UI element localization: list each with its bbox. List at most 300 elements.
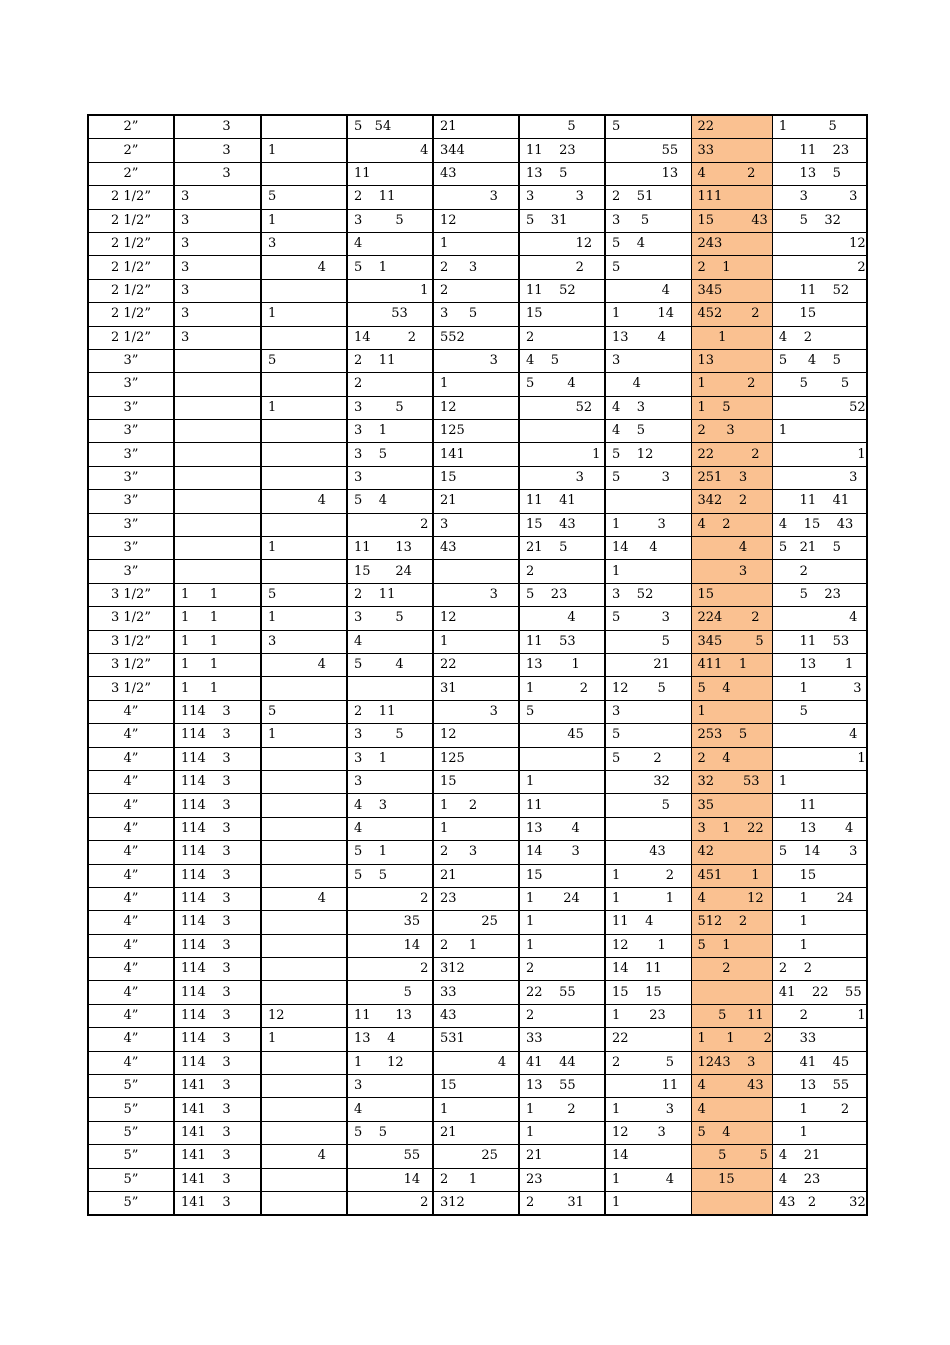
col-6-cell: 15 15 bbox=[605, 981, 691, 1004]
col-8-cell: 33 bbox=[772, 1028, 866, 1051]
table-row bbox=[88, 443, 867, 466]
col-5-cell: 3 bbox=[519, 466, 605, 489]
col-1-cell: 114 3 bbox=[174, 724, 261, 747]
col-8-cell: 2 bbox=[772, 256, 866, 279]
col-3-cell: 11 13 bbox=[347, 1004, 433, 1027]
pipe-size-cell: 5” bbox=[88, 1121, 174, 1144]
col-8-cell: 5 21 5 bbox=[772, 537, 866, 560]
table-row bbox=[88, 887, 867, 910]
col-5-cell: 5 bbox=[519, 700, 605, 723]
highlighted-cell: 224 2 bbox=[691, 607, 772, 630]
col-6-cell: 43 bbox=[605, 841, 691, 864]
col-2-cell bbox=[261, 513, 347, 536]
col-3-cell: 5 54 bbox=[347, 115, 433, 139]
pipe-size-cell: 5” bbox=[88, 1191, 174, 1215]
col-3-cell: 53 bbox=[347, 303, 433, 326]
col-2-cell: 1 bbox=[261, 1028, 347, 1051]
col-8-cell: 13 55 bbox=[772, 1075, 866, 1098]
col-5-cell: 1 2 bbox=[519, 1098, 605, 1121]
table-row bbox=[88, 560, 867, 583]
col-1-cell: 3 bbox=[174, 256, 261, 279]
col-1-cell: 141 3 bbox=[174, 1075, 261, 1098]
col-6-cell: 14 bbox=[605, 1145, 691, 1168]
col-1-cell: 3 bbox=[174, 139, 261, 162]
data-table bbox=[87, 114, 868, 1216]
col-8-cell: 2 1 bbox=[772, 1004, 866, 1027]
col-6-cell: 12 1 bbox=[605, 934, 691, 957]
col-1-cell: 114 3 bbox=[174, 911, 261, 934]
col-5-cell: 11 53 bbox=[519, 630, 605, 653]
col-6-cell: 14 4 bbox=[605, 537, 691, 560]
col-6-cell: 55 bbox=[605, 139, 691, 162]
col-6-cell: 5 bbox=[605, 794, 691, 817]
col-1-cell: 1 1 bbox=[174, 630, 261, 653]
table-row bbox=[88, 630, 867, 653]
col-5-cell: 21 5 bbox=[519, 537, 605, 560]
col-5-cell: 15 bbox=[519, 303, 605, 326]
col-6-cell: 1 2 bbox=[605, 864, 691, 887]
col-8-cell: 1 bbox=[772, 911, 866, 934]
col-4-cell: 3 bbox=[433, 186, 519, 209]
col-2-cell bbox=[261, 373, 347, 396]
col-4-cell: 43 bbox=[433, 537, 519, 560]
col-2-cell bbox=[261, 1121, 347, 1144]
col-1-cell: 114 3 bbox=[174, 958, 261, 981]
table-row bbox=[88, 1075, 867, 1098]
pipe-size-cell: 3” bbox=[88, 513, 174, 536]
pipe-size-cell: 4” bbox=[88, 817, 174, 840]
pipe-size-cell: 4” bbox=[88, 794, 174, 817]
col-8-cell: 1 bbox=[772, 934, 866, 957]
table-row bbox=[88, 279, 867, 302]
pipe-size-cell: 3 1/2” bbox=[88, 677, 174, 700]
col-3-cell: 2 11 bbox=[347, 349, 433, 372]
col-6-cell bbox=[605, 490, 691, 513]
highlighted-cell: 13 bbox=[691, 349, 772, 372]
col-8-cell: 1 bbox=[772, 443, 866, 466]
table-row bbox=[88, 162, 867, 185]
col-2-cell: 4 bbox=[261, 1145, 347, 1168]
col-1-cell bbox=[174, 420, 261, 443]
col-3-cell: 5 5 bbox=[347, 1121, 433, 1144]
col-5-cell: 2 bbox=[519, 256, 605, 279]
col-5-cell: 1 2 bbox=[519, 677, 605, 700]
col-2-cell bbox=[261, 466, 347, 489]
col-6-cell: 5 3 bbox=[605, 607, 691, 630]
highlighted-cell: 1 bbox=[691, 326, 772, 349]
col-1-cell: 114 3 bbox=[174, 934, 261, 957]
col-5-cell: 11 23 bbox=[519, 139, 605, 162]
pipe-size-cell: 4” bbox=[88, 700, 174, 723]
col-5-cell: 2 bbox=[519, 326, 605, 349]
col-8-cell: 13 1 bbox=[772, 653, 866, 676]
col-3-cell: 3 bbox=[347, 770, 433, 793]
col-4-cell: 1 bbox=[433, 232, 519, 255]
col-4-cell: 12 bbox=[433, 724, 519, 747]
col-8-cell: 1 bbox=[772, 420, 866, 443]
col-3-cell: 3 1 bbox=[347, 747, 433, 770]
pipe-size-cell: 2 1/2” bbox=[88, 279, 174, 302]
col-2-cell: 3 bbox=[261, 630, 347, 653]
col-3-cell: 1 bbox=[347, 279, 433, 302]
col-3-cell: 11 13 bbox=[347, 537, 433, 560]
col-4-cell: 2 1 bbox=[433, 1168, 519, 1191]
col-4-cell bbox=[433, 560, 519, 583]
table-body bbox=[88, 115, 867, 1215]
col-1-cell: 3 bbox=[174, 326, 261, 349]
pipe-size-cell: 4” bbox=[88, 981, 174, 1004]
col-2-cell bbox=[261, 1191, 347, 1215]
col-1-cell: 141 3 bbox=[174, 1145, 261, 1168]
table-row bbox=[88, 466, 867, 489]
col-3-cell: 3 1 bbox=[347, 420, 433, 443]
col-3-cell: 1 12 bbox=[347, 1051, 433, 1074]
pipe-size-cell: 4” bbox=[88, 1028, 174, 1051]
col-6-cell: 22 bbox=[605, 1028, 691, 1051]
col-5-cell: 15 43 bbox=[519, 513, 605, 536]
col-8-cell: 11 23 bbox=[772, 139, 866, 162]
col-4-cell: 2 bbox=[433, 279, 519, 302]
col-3-cell: 2 11 bbox=[347, 700, 433, 723]
highlighted-cell: 243 bbox=[691, 232, 772, 255]
col-4-cell: 33 bbox=[433, 981, 519, 1004]
table-row bbox=[88, 677, 867, 700]
col-5-cell: 1 bbox=[519, 934, 605, 957]
col-6-cell: 21 bbox=[605, 653, 691, 676]
highlighted-cell: 4 2 bbox=[691, 513, 772, 536]
col-8-cell: 4 bbox=[772, 607, 866, 630]
col-5-cell: 13 5 bbox=[519, 162, 605, 185]
col-4-cell: 125 bbox=[433, 747, 519, 770]
col-4-cell: 1 bbox=[433, 1098, 519, 1121]
col-8-cell: 2 bbox=[772, 560, 866, 583]
col-5-cell: 12 bbox=[519, 232, 605, 255]
col-3-cell: 4 3 bbox=[347, 794, 433, 817]
col-3-cell: 2 11 bbox=[347, 186, 433, 209]
col-5-cell: 52 bbox=[519, 396, 605, 419]
pipe-size-cell: 3” bbox=[88, 373, 174, 396]
col-6-cell: 3 bbox=[605, 349, 691, 372]
table-row bbox=[88, 864, 867, 887]
col-8-cell: 12 bbox=[772, 232, 866, 255]
highlighted-cell: 3 bbox=[691, 560, 772, 583]
col-8-cell: 11 bbox=[772, 794, 866, 817]
col-5-cell: 22 55 bbox=[519, 981, 605, 1004]
table-row bbox=[88, 1051, 867, 1074]
col-4-cell: 2 3 bbox=[433, 256, 519, 279]
pipe-size-cell: 3 1/2” bbox=[88, 653, 174, 676]
pipe-size-cell: 2” bbox=[88, 139, 174, 162]
col-4-cell: 21 bbox=[433, 864, 519, 887]
col-5-cell: 5 23 bbox=[519, 583, 605, 606]
col-3-cell: 2 bbox=[347, 887, 433, 910]
highlighted-cell: 452 2 bbox=[691, 303, 772, 326]
highlighted-cell: 33 bbox=[691, 139, 772, 162]
col-4-cell: 12 bbox=[433, 209, 519, 232]
col-2-cell: 5 bbox=[261, 186, 347, 209]
table-row bbox=[88, 607, 867, 630]
col-1-cell: 3 bbox=[174, 186, 261, 209]
col-2-cell bbox=[261, 911, 347, 934]
table-row bbox=[88, 794, 867, 817]
col-6-cell: 2 51 bbox=[605, 186, 691, 209]
col-5-cell: 15 bbox=[519, 864, 605, 887]
table-row bbox=[88, 1191, 867, 1215]
pipe-size-cell: 4” bbox=[88, 958, 174, 981]
table-row bbox=[88, 1004, 867, 1027]
table-row bbox=[88, 841, 867, 864]
col-3-cell: 4 bbox=[347, 817, 433, 840]
col-5-cell: 21 bbox=[519, 1145, 605, 1168]
pipe-size-cell: 2 1/2” bbox=[88, 256, 174, 279]
pipe-size-cell: 4” bbox=[88, 1051, 174, 1074]
highlighted-cell: 1 5 bbox=[691, 396, 772, 419]
pipe-size-cell: 4” bbox=[88, 747, 174, 770]
col-6-cell: 1 bbox=[605, 1191, 691, 1215]
col-1-cell: 114 3 bbox=[174, 981, 261, 1004]
col-8-cell: 1 2 bbox=[772, 1098, 866, 1121]
highlighted-cell: 3 1 22 bbox=[691, 817, 772, 840]
col-4-cell: 23 bbox=[433, 887, 519, 910]
col-8-cell: 5 23 bbox=[772, 583, 866, 606]
col-1-cell: 141 3 bbox=[174, 1121, 261, 1144]
col-3-cell: 55 bbox=[347, 1145, 433, 1168]
highlighted-cell: 111 bbox=[691, 186, 772, 209]
col-2-cell bbox=[261, 162, 347, 185]
col-4-cell: 1 bbox=[433, 630, 519, 653]
col-8-cell: 3 3 bbox=[772, 186, 866, 209]
col-4-cell: 141 bbox=[433, 443, 519, 466]
col-3-cell: 5 1 bbox=[347, 841, 433, 864]
pipe-size-cell: 4” bbox=[88, 841, 174, 864]
pipe-size-cell: 3 1/2” bbox=[88, 607, 174, 630]
col-3-cell: 4 bbox=[347, 1098, 433, 1121]
pipe-size-cell: 3” bbox=[88, 443, 174, 466]
col-3-cell: 5 5 bbox=[347, 864, 433, 887]
col-5-cell: 41 44 bbox=[519, 1051, 605, 1074]
col-6-cell: 13 bbox=[605, 162, 691, 185]
col-4-cell: 15 bbox=[433, 466, 519, 489]
col-1-cell bbox=[174, 373, 261, 396]
highlighted-cell: 2 4 bbox=[691, 747, 772, 770]
table-row bbox=[88, 490, 867, 513]
col-4-cell: 12 bbox=[433, 396, 519, 419]
col-6-cell: 1 1 bbox=[605, 887, 691, 910]
col-3-cell: 2 bbox=[347, 373, 433, 396]
col-2-cell: 1 bbox=[261, 607, 347, 630]
col-2-cell: 5 bbox=[261, 583, 347, 606]
col-4-cell: 3 bbox=[433, 513, 519, 536]
col-2-cell: 12 bbox=[261, 1004, 347, 1027]
col-6-cell: 3 52 bbox=[605, 583, 691, 606]
col-8-cell: 1 5 bbox=[772, 115, 866, 139]
highlighted-cell: 342 2 bbox=[691, 490, 772, 513]
pipe-size-cell: 4” bbox=[88, 1004, 174, 1027]
highlighted-cell: 4 12 bbox=[691, 887, 772, 910]
col-4-cell: 43 bbox=[433, 162, 519, 185]
col-6-cell: 1 3 bbox=[605, 1098, 691, 1121]
col-8-cell: 4 2 bbox=[772, 326, 866, 349]
col-4-cell: 3 bbox=[433, 583, 519, 606]
col-1-cell bbox=[174, 537, 261, 560]
col-1-cell: 3 bbox=[174, 232, 261, 255]
highlighted-cell: 35 bbox=[691, 794, 772, 817]
pipe-size-cell: 2 1/2” bbox=[88, 209, 174, 232]
table-row bbox=[88, 934, 867, 957]
col-6-cell: 1 3 bbox=[605, 513, 691, 536]
col-2-cell: 4 bbox=[261, 653, 347, 676]
table-row bbox=[88, 326, 867, 349]
col-1-cell: 1 1 bbox=[174, 583, 261, 606]
col-4-cell: 4 bbox=[433, 1051, 519, 1074]
col-2-cell: 1 bbox=[261, 209, 347, 232]
col-6-cell: 14 11 bbox=[605, 958, 691, 981]
col-1-cell: 114 3 bbox=[174, 864, 261, 887]
col-4-cell: 25 bbox=[433, 1145, 519, 1168]
table-row bbox=[88, 256, 867, 279]
table-row bbox=[88, 583, 867, 606]
col-2-cell bbox=[261, 981, 347, 1004]
col-2-cell bbox=[261, 864, 347, 887]
col-2-cell: 3 bbox=[261, 232, 347, 255]
col-5-cell: 2 bbox=[519, 1004, 605, 1027]
col-5-cell: 1 bbox=[519, 770, 605, 793]
col-3-cell: 2 11 bbox=[347, 583, 433, 606]
col-3-cell: 5 1 bbox=[347, 256, 433, 279]
col-4-cell: 552 bbox=[433, 326, 519, 349]
col-3-cell: 4 bbox=[347, 630, 433, 653]
col-6-cell: 5 bbox=[605, 724, 691, 747]
highlighted-cell: 2 3 bbox=[691, 420, 772, 443]
col-2-cell bbox=[261, 677, 347, 700]
table-row bbox=[88, 700, 867, 723]
col-1-cell: 141 3 bbox=[174, 1168, 261, 1191]
col-1-cell bbox=[174, 560, 261, 583]
col-3-cell: 2 bbox=[347, 513, 433, 536]
col-2-cell bbox=[261, 747, 347, 770]
highlighted-cell: 4 43 bbox=[691, 1075, 772, 1098]
col-1-cell: 114 3 bbox=[174, 700, 261, 723]
highlighted-cell: 1 2 bbox=[691, 373, 772, 396]
col-8-cell: 52 bbox=[772, 396, 866, 419]
highlighted-cell: 1 1 2 bbox=[691, 1028, 772, 1051]
col-4-cell: 3 bbox=[433, 700, 519, 723]
col-3-cell: 5 4 bbox=[347, 490, 433, 513]
col-1-cell: 3 bbox=[174, 162, 261, 185]
col-2-cell: 1 bbox=[261, 537, 347, 560]
col-5-cell: 1 24 bbox=[519, 887, 605, 910]
col-4-cell: 43 bbox=[433, 1004, 519, 1027]
col-5-cell: 5 4 bbox=[519, 373, 605, 396]
col-5-cell: 11 41 bbox=[519, 490, 605, 513]
col-5-cell: 11 52 bbox=[519, 279, 605, 302]
col-1-cell: 1 1 bbox=[174, 607, 261, 630]
highlighted-cell: 5 5 bbox=[691, 1145, 772, 1168]
col-3-cell: 5 4 bbox=[347, 653, 433, 676]
col-8-cell: 1 24 bbox=[772, 887, 866, 910]
col-5-cell bbox=[519, 420, 605, 443]
pipe-size-cell: 4” bbox=[88, 770, 174, 793]
table-row bbox=[88, 396, 867, 419]
col-8-cell: 5 32 bbox=[772, 209, 866, 232]
col-3-cell: 5 bbox=[347, 981, 433, 1004]
highlighted-cell: 15 43 bbox=[691, 209, 772, 232]
col-6-cell: 13 4 bbox=[605, 326, 691, 349]
highlighted-cell: 1 bbox=[691, 700, 772, 723]
col-5-cell: 3 3 bbox=[519, 186, 605, 209]
col-6-cell: 1 23 bbox=[605, 1004, 691, 1027]
col-6-cell: 5 bbox=[605, 115, 691, 139]
pipe-size-cell: 5” bbox=[88, 1098, 174, 1121]
highlighted-cell: 345 5 bbox=[691, 630, 772, 653]
col-4-cell: 25 bbox=[433, 911, 519, 934]
table-row bbox=[88, 724, 867, 747]
col-5-cell bbox=[519, 747, 605, 770]
col-5-cell: 14 3 bbox=[519, 841, 605, 864]
col-4-cell: 1 bbox=[433, 817, 519, 840]
col-1-cell bbox=[174, 349, 261, 372]
col-6-cell: 5 bbox=[605, 630, 691, 653]
col-6-cell: 5 3 bbox=[605, 466, 691, 489]
col-2-cell bbox=[261, 770, 347, 793]
col-4-cell: 22 bbox=[433, 653, 519, 676]
col-3-cell: 3 bbox=[347, 466, 433, 489]
col-1-cell bbox=[174, 466, 261, 489]
pipe-size-cell: 2” bbox=[88, 162, 174, 185]
col-4-cell: 15 bbox=[433, 770, 519, 793]
col-3-cell: 35 bbox=[347, 911, 433, 934]
highlighted-cell: 15 bbox=[691, 1168, 772, 1191]
col-8-cell: 4 bbox=[772, 724, 866, 747]
col-3-cell: 4 bbox=[347, 232, 433, 255]
pipe-size-cell: 4” bbox=[88, 911, 174, 934]
col-5-cell: 4 bbox=[519, 607, 605, 630]
col-6-cell: 32 bbox=[605, 770, 691, 793]
col-8-cell: 41 22 55 bbox=[772, 981, 866, 1004]
pipe-size-cell: 3” bbox=[88, 396, 174, 419]
table-row bbox=[88, 1028, 867, 1051]
col-2-cell: 1 bbox=[261, 396, 347, 419]
col-4-cell: 531 bbox=[433, 1028, 519, 1051]
col-3-cell: 3 bbox=[347, 1075, 433, 1098]
col-8-cell: 5 bbox=[772, 700, 866, 723]
col-4-cell: 21 bbox=[433, 490, 519, 513]
pipe-size-cell: 2” bbox=[88, 115, 174, 139]
table-row bbox=[88, 373, 867, 396]
col-6-cell bbox=[605, 817, 691, 840]
col-5-cell: 2 bbox=[519, 958, 605, 981]
col-6-cell: 12 5 bbox=[605, 677, 691, 700]
table-row bbox=[88, 817, 867, 840]
pipe-size-cell: 2 1/2” bbox=[88, 303, 174, 326]
highlighted-cell: 2 bbox=[691, 958, 772, 981]
table-row bbox=[88, 537, 867, 560]
col-2-cell: 1 bbox=[261, 724, 347, 747]
pipe-size-cell: 4” bbox=[88, 864, 174, 887]
table-row bbox=[88, 186, 867, 209]
table-row bbox=[88, 747, 867, 770]
highlighted-cell: 512 2 bbox=[691, 911, 772, 934]
col-8-cell: 15 bbox=[772, 864, 866, 887]
col-3-cell: 11 bbox=[347, 162, 433, 185]
table-row bbox=[88, 349, 867, 372]
highlighted-cell: 4 bbox=[691, 537, 772, 560]
col-2-cell: 4 bbox=[261, 490, 347, 513]
col-5-cell: 1 bbox=[519, 1121, 605, 1144]
col-2-cell bbox=[261, 560, 347, 583]
col-8-cell: 1 bbox=[772, 1121, 866, 1144]
col-8-cell: 5 4 5 bbox=[772, 349, 866, 372]
